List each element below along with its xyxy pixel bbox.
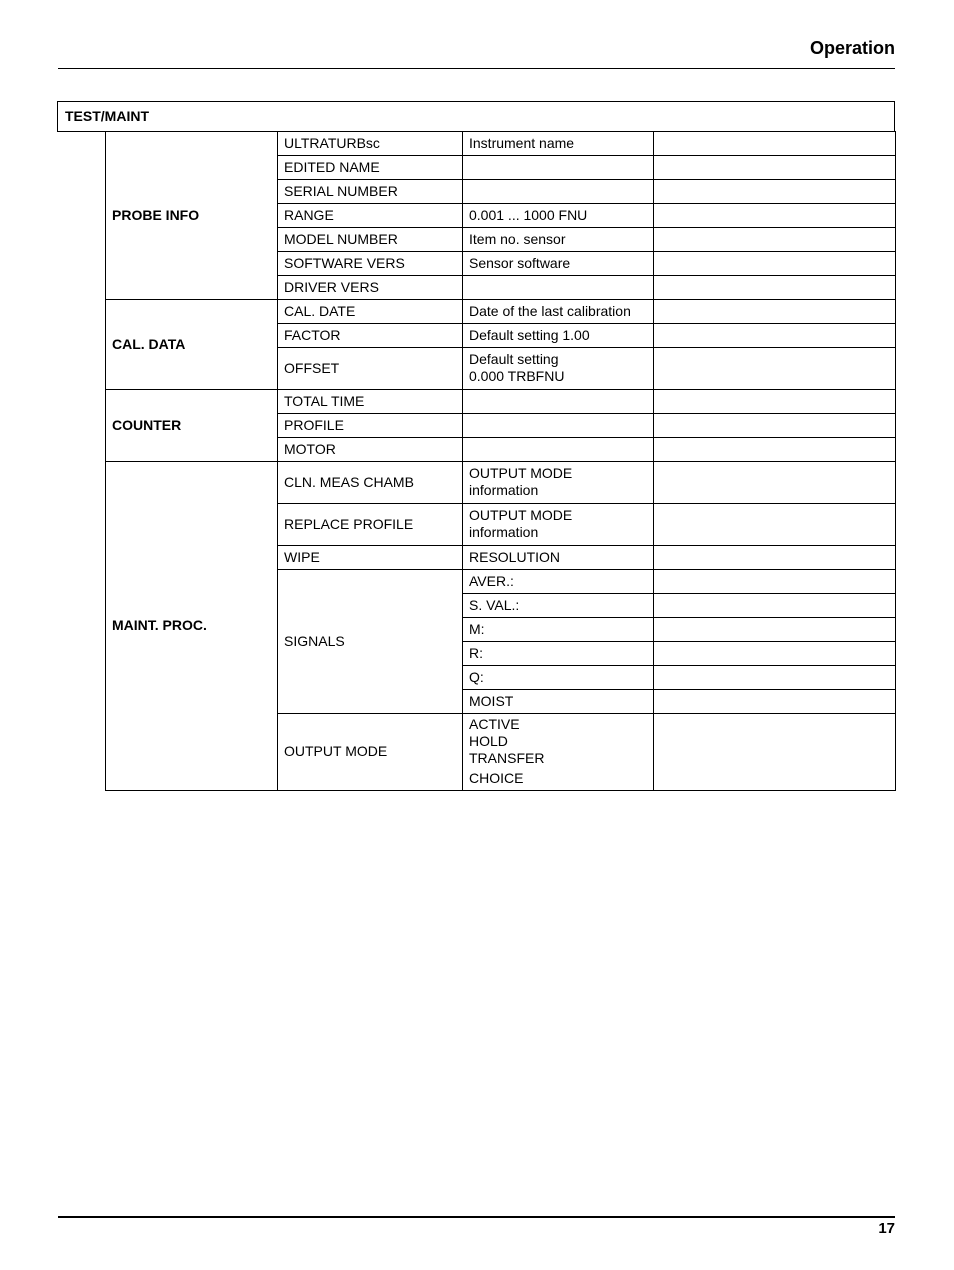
- empty-cell: [654, 204, 896, 228]
- value-line: Default setting: [469, 351, 559, 367]
- value-line: information: [469, 524, 539, 540]
- empty-cell: [654, 618, 896, 642]
- menu-item: SIGNALS: [278, 570, 463, 714]
- empty-cell: [654, 252, 896, 276]
- menu-value: Default setting 1.00: [463, 324, 654, 348]
- signal-value: R:: [463, 642, 654, 666]
- empty-cell: [654, 594, 896, 618]
- menu-value: 0.001 ... 1000 FNU: [463, 204, 654, 228]
- menu-item: ULTRATURBsc: [278, 132, 463, 156]
- menu-value: [463, 348, 654, 390]
- menu-item: MOTOR: [278, 438, 463, 462]
- signal-value: MOIST: [463, 690, 654, 714]
- table-row: [106, 300, 896, 324]
- menu-value: Instrument name: [463, 132, 654, 156]
- empty-cell: [654, 324, 896, 348]
- empty-cell: [654, 132, 896, 156]
- page-header-title: Operation: [809, 38, 895, 58]
- empty-cell: [654, 438, 896, 462]
- menu-item: SERIAL NUMBER: [278, 180, 463, 204]
- empty-cell: [654, 156, 896, 180]
- menu-value: Date of the last calibration: [463, 300, 654, 324]
- menu-value: [463, 438, 654, 462]
- value-line: information: [469, 482, 539, 498]
- group-maint-proc: MAINT. PROC.: [106, 462, 278, 791]
- table-row: [106, 390, 896, 414]
- menu-value: [463, 504, 654, 546]
- empty-cell: [654, 300, 896, 324]
- menu-item: OUTPUT MODE: [278, 714, 463, 791]
- value-line: HOLD: [469, 733, 508, 749]
- menu-item: TOTAL TIME: [278, 390, 463, 414]
- signal-value: AVER.:: [463, 570, 654, 594]
- empty-cell: [654, 570, 896, 594]
- menu-item: EDITED NAME: [278, 156, 463, 180]
- value-line: OUTPUT MODE: [469, 507, 573, 523]
- menu-item: PROFILE: [278, 414, 463, 438]
- signal-value: M:: [463, 618, 654, 642]
- signal-value: S. VAL.:: [463, 594, 654, 618]
- menu-item: RANGE: [278, 204, 463, 228]
- footer-rule: [58, 1216, 895, 1218]
- menu-item: CAL. DATE: [278, 300, 463, 324]
- value-line: CHOICE: [469, 770, 524, 786]
- table-row: [106, 462, 896, 504]
- empty-cell: [654, 414, 896, 438]
- empty-cell: [654, 180, 896, 204]
- empty-cell: [654, 276, 896, 300]
- menu-value: [463, 180, 654, 204]
- empty-cell: [654, 462, 896, 504]
- menu-value: Sensor software: [463, 252, 654, 276]
- menu-value: [463, 276, 654, 300]
- group-cal-data: CAL. DATA: [106, 300, 278, 390]
- menu-item: DRIVER VERS: [278, 276, 463, 300]
- group-probe-info: PROBE INFO: [106, 132, 278, 300]
- menu-value: [463, 714, 654, 791]
- empty-cell: [654, 348, 896, 390]
- value-line: TRANSFER: [469, 750, 545, 766]
- value-line: ACTIVE: [469, 716, 520, 732]
- value-line: OUTPUT MODE: [469, 465, 573, 481]
- empty-cell: [654, 390, 896, 414]
- menu-value: Item no. sensor: [463, 228, 654, 252]
- empty-cell: [654, 546, 896, 570]
- empty-cell: [654, 642, 896, 666]
- menu-title-box: [57, 101, 895, 132]
- menu-value: [463, 462, 654, 504]
- menu-value: RESOLUTION: [463, 546, 654, 570]
- menu-value: [463, 414, 654, 438]
- empty-cell: [654, 228, 896, 252]
- menu-item: CLN. MEAS CHAMB: [278, 462, 463, 504]
- menu-value: [463, 390, 654, 414]
- value-line: 0.000 TRBFNU: [469, 368, 565, 384]
- menu-item: OFFSET: [278, 348, 463, 390]
- signal-value: Q:: [463, 666, 654, 690]
- page-number: 17: [878, 1220, 895, 1237]
- header-rule: [58, 68, 895, 69]
- menu-item: SOFTWARE VERS: [278, 252, 463, 276]
- menu-value: [463, 156, 654, 180]
- empty-cell: [654, 666, 896, 690]
- menu-item: MODEL NUMBER: [278, 228, 463, 252]
- empty-cell: [654, 714, 896, 791]
- test-maint-menu-table: [105, 131, 896, 791]
- group-counter: COUNTER: [106, 390, 278, 462]
- empty-cell: [654, 690, 896, 714]
- menu-title: TEST/MAINT: [65, 108, 149, 124]
- table-row: [106, 132, 896, 156]
- empty-cell: [654, 504, 896, 546]
- menu-item: REPLACE PROFILE: [278, 504, 463, 546]
- menu-item: FACTOR: [278, 324, 463, 348]
- menu-item: WIPE: [278, 546, 463, 570]
